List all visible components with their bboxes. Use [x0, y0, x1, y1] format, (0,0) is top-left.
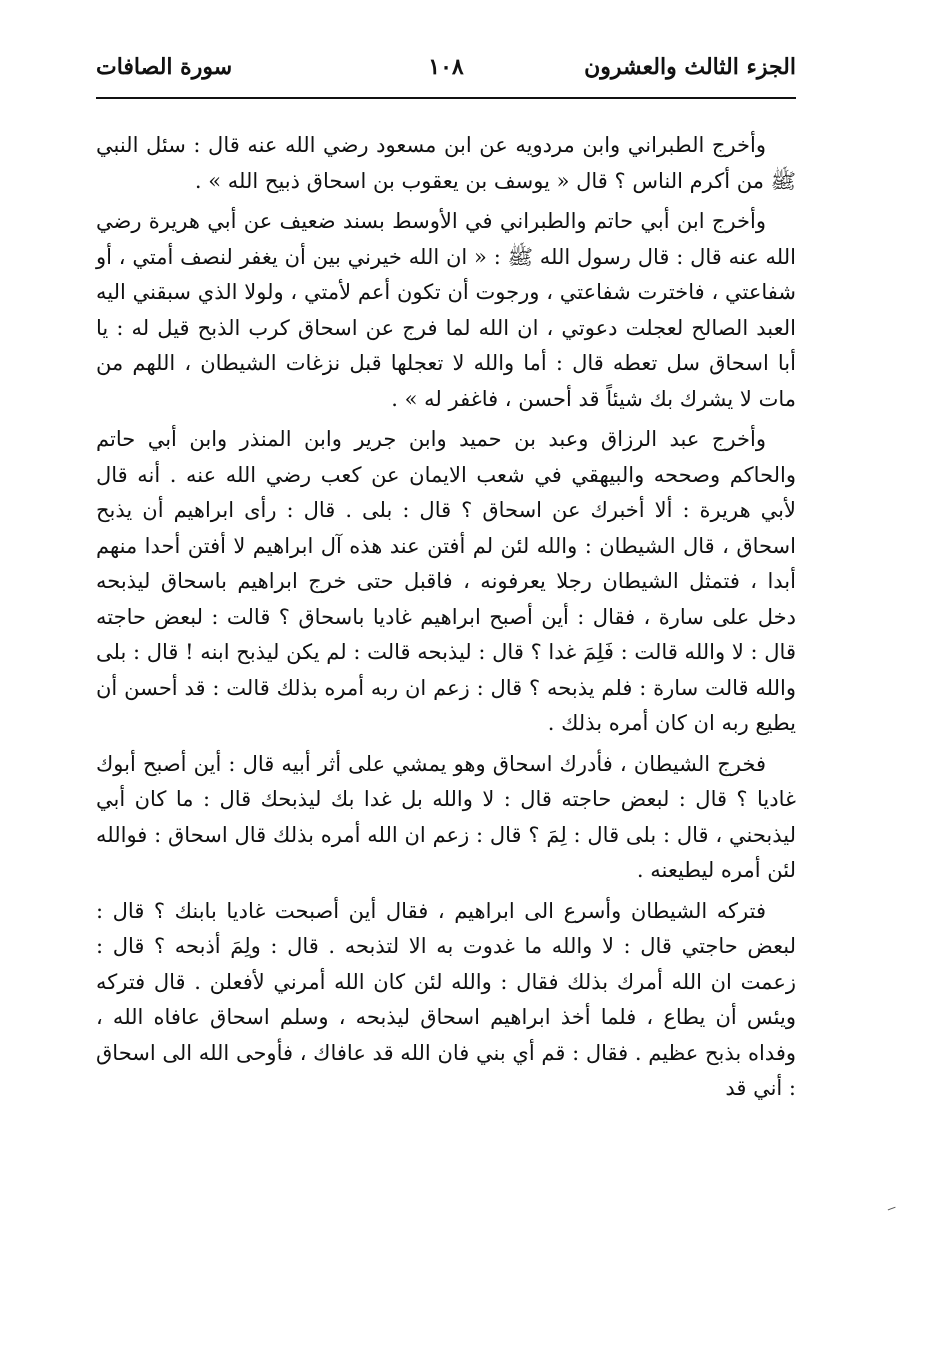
margin-mark [888, 1207, 897, 1213]
running-head-surah: سورة الصافات [96, 54, 233, 80]
paragraph-5: فتركه الشيطان وأسرع الى ابراهيم ، فقال أين أصبحت غاديا بابنك ؟ قال : لبعض حاجتي قال : لا والله ما غدوت به الا لتذبحه . قال : ولِمَ أذبحه ؟ قال : زعمت ان الله أمرك بذلك فقال : والله لئن كان الله أمرني لأفعلن . قال فتركه ويئس أن يطاع ، فلما أخذ ابراهيم اسحاق ليذبحه ، وسلم اسحاق عافاه الله ، وفداه بذبح عظيم . فقال : قم أي بني فان الله قد عافاك ، فأوحى الله الى اسحاق : أني قد [96, 898, 796, 1100]
paragraph-4: فخرج الشيطان ، فأدرك اسحاق وهو يمشي على أثر أبيه قال : أين أصبح أبوك غاديا ؟ قال : لبعض حاجته قال : لا والله بل غدا بك ليذبحك قال : ما كان أبي ليذبحني ، قال : بلى قال : لِمَ ؟ قال : زعم ان الله أمره بذلك قال اسحاق : فوالله لئن أمره ليطيعنه . [96, 751, 796, 882]
header-rule [96, 97, 796, 99]
running-head-part: الجزء الثالث والعشرون [584, 54, 796, 80]
page-header [96, 50, 796, 94]
paragraph-1: وأخرج الطبراني وابن مردويه عن ابن مسعود رضي الله عنه قال : سئل النبي ﷺ من أكرم الناس ؟ قال « يوسف بن يعقوب بن اسحاق ذبيح الله » . [96, 133, 796, 193]
page-number: ١٠٨ [428, 54, 464, 80]
page-body [96, 128, 796, 1112]
paragraph-2: وأخرج ابن أبي حاتم والطبراني في الأوسط بسند ضعيف عن أبي هريرة رضي الله عنه قال : قال رسول الله ﷺ : « ان الله خيرني بين أن يغفر لنصف أمتي ، أو شفاعتي ، فاخترت شفاعتي ، ورجوت أن تكون أعم لأمتي ، ولولا الذي سبقني اليه العبد الصالح لعجلت دعوتي ، ان الله لما فرج عن اسحاق كرب الذبح قيل له : يا أبا اسحاق سل تعطه قال : أما والله لا تعجلها قبل نزغات الشيطان ، اللهم من مات لا يشرك بك شيئاً قد أحسن ، فاغفر له » . [96, 209, 796, 411]
paragraph-3: وأخرج عبد الرزاق وعبد بن حميد وابن جرير وابن المنذر وابن أبي حاتم والحاكم وصححه والبيهقي في شعب الايمان عن كعب رضي الله عنه . أنه قال لأبي هريرة : ألا أخبرك عن اسحاق ؟ قال : بلى . قال : رأى ابراهيم أن يذبح اسحاق ، قال الشيطان : والله لئن لم أفتن عند هذه آل ابراهيم لا أفتن أحدا منهم أبدا ، فتمثل الشيطان رجلا يعرفونه ، فاقبل حتى خرج ابراهيم باسحاق ليذبحه دخل على سارة ، فقال : أين أصبح ابراهيم غاديا باسحاق ؟ قالت : لبعض حاجته قال : لا والله قالت : فَلِمَ غدا ؟ قال : ليذبحه قالت : لم يكن ليذبح ابنه ! قال : بلى والله قالت سارة : فلم يذبحه ؟ قال : زعم ان ربه أمره بذلك قالت : قد أحسن أن يطيع ربه ان كان أمره بذلك . [96, 427, 796, 735]
